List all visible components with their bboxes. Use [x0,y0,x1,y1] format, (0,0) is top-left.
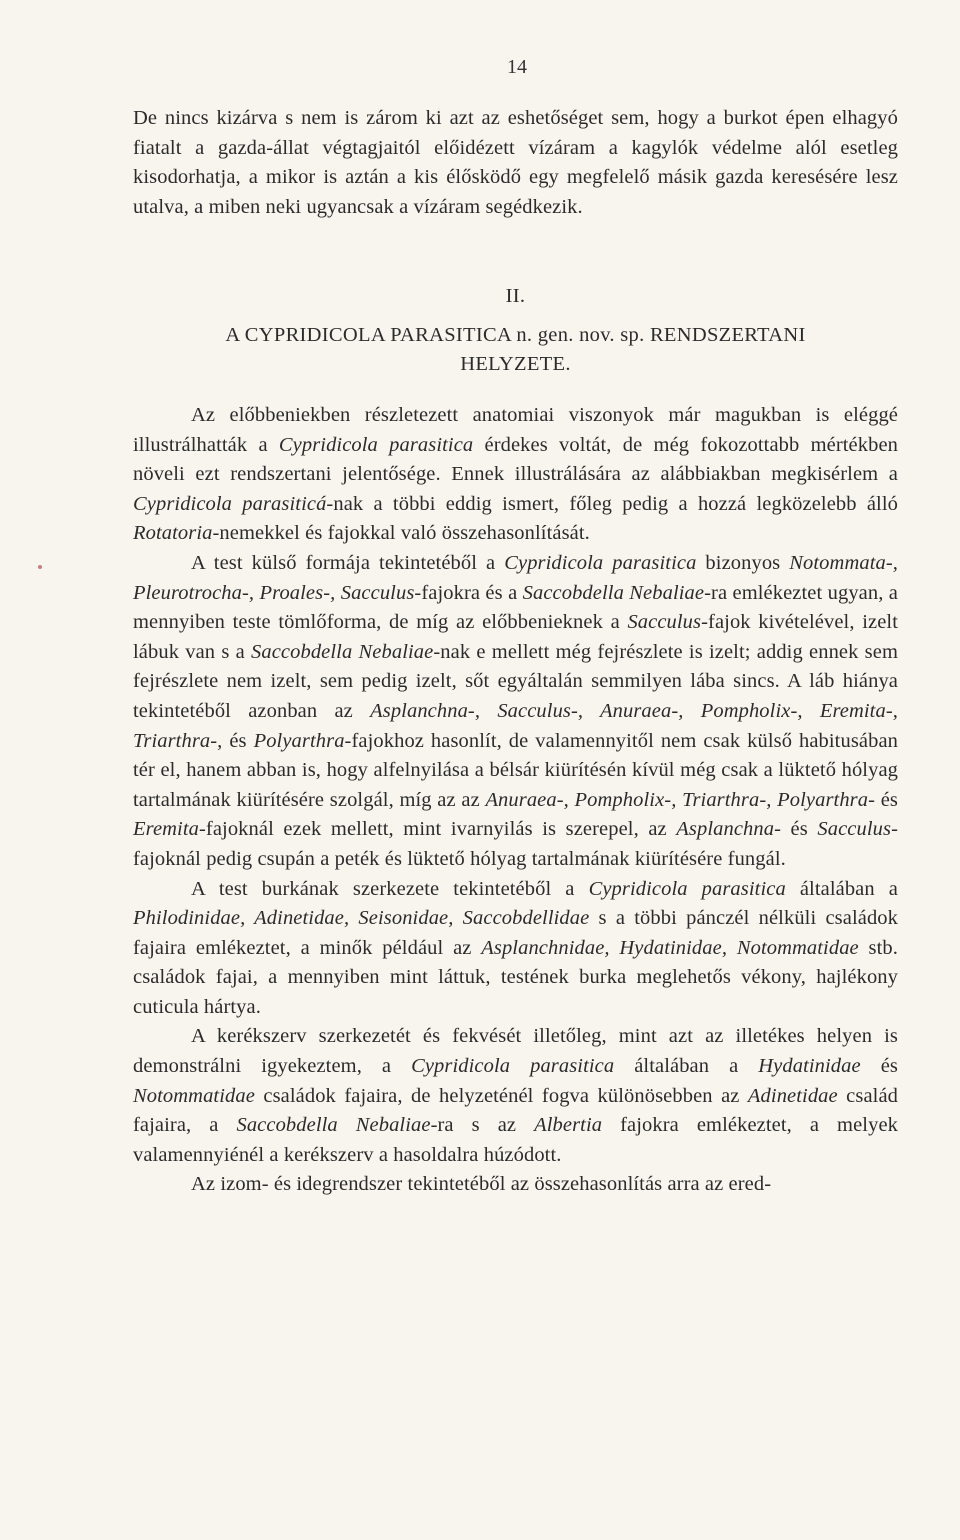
page-number: 14 [507,56,527,78]
paragraph-intro [133,104,898,222]
paragraph-6: Az izom- és idegrendszer tekintetéből az összehasonlítás arra az ered- [191,1173,772,1196]
paragraph-5: A kerékszerv szerkezetét és fekvését illetőleg, mint azt az illetékes helyen is demonstrálni igyekeztem, a Cypridicola parasitica általában a Hydatinidae és Notommatidae családok fajaira, de helyzeténél fogva különösebben az Adinetidae család fajaira, a Saccobdella Nebaliae-ra s az Albertia fajokra emlékeztet, a melyek valamennyiénél a kerékszerv a hasoldalra húzódott. [133,1025,899,1166]
section-number: II. [505,285,526,307]
margin-mark [38,565,42,569]
body-text [133,401,898,1200]
paragraph-2: Az előbbeniekben részletezett anatomiai viszonyok már magukban is eléggé illustrálhatták a Cypridicola parasitica érdekes voltát, de még fokozottabb mértékben növeli ezt rendszertani jelentősége. Ennek illustrálására az alábbiakban megkisérlem a Cypridicola parasiticá-nak a többi eddig ismert, főleg pedig a hozzá legközelebb álló Rotatoria-nemekkel és fajokkal való összehasonlítását. [133,404,898,545]
paragraph-3: A test külső formája tekintetéből a Cypridicola parasitica bizonyos Notommata-, Pleurotrocha-, Proales-, Sacculus-fajokra és a Saccobdella Nebaliae-ra emlékeztet ugyan, a mennyiben teste tömlőforma, de míg az előbbenieknek a Sacculus-fajok kivételével, izelt lábuk van s a Saccobdella Nebaliae-nak e mellett még fejrészlete is izelt; addig ennek sem fejrészlete nem izelt, sem pedig izelt, sőt egyáltalán semmilyen lába sincs. A láb hiánya tekintetéből azonban az Asplanchna-, Sacculus-, Anuraea-, Pompholix-, Eremita-, Triarthra-, és Polyarthra-fajokhoz hasonlít, de valamennyitől nem csak külső habitusában tér el, hanem abban is, hogy alfelnyilása a bélsár kiürítésén kívül még csak a lüktető hólyag tartalmának kiürítésére szolgál, míg az az Anuraea-, Pompholix-, Triarthra-, Polyarthra- és Eremita-fajoknál ezek mellett, mint ivarnyilás is szerepel, az Asplanchna- és Sacculus-fajoknál pedig csupán a peték és lüktető hólyag tartalmának kiürítésére fungál. [133,551,899,870]
section-title-line-2: HELYZETE. [460,353,571,376]
paragraph-4: A test burkának szerkezete tekintetéből a Cypridicola parasitica általában a Philodinidae, Adinetidae, Seisonidae, Saccobdellidae s a többi pánczél nélküli családok fajaira emlékeztet, a minők például az Asplanchnidae, Hydatinidae, Notommatidae stb. családok fajai, a mennyiben mint láttuk, testének burka meglehetős vékony, hajlékony cuticula hártya. [133,877,899,1018]
paragraph-1: De nincs kizárva s nem is zárom ki azt az eshetőséget sem, hogy a burkot épen elhagyó fiatalt a gazda-állat végtagjaitól előidézett vízáram a kagylók védelme alól esetleg kisodorhatja, a mikor is aztán a kis élősködő egy megfelelő másik gazda keresésére lesz utalva, a miben neki ugyancsak a vízáram segédkezik. [133,107,898,218]
section-heading [133,282,898,380]
section-title-line-1: A CYPRIDICOLA PARASITICA n. gen. nov. sp. RENDSZERTANI [225,323,806,346]
